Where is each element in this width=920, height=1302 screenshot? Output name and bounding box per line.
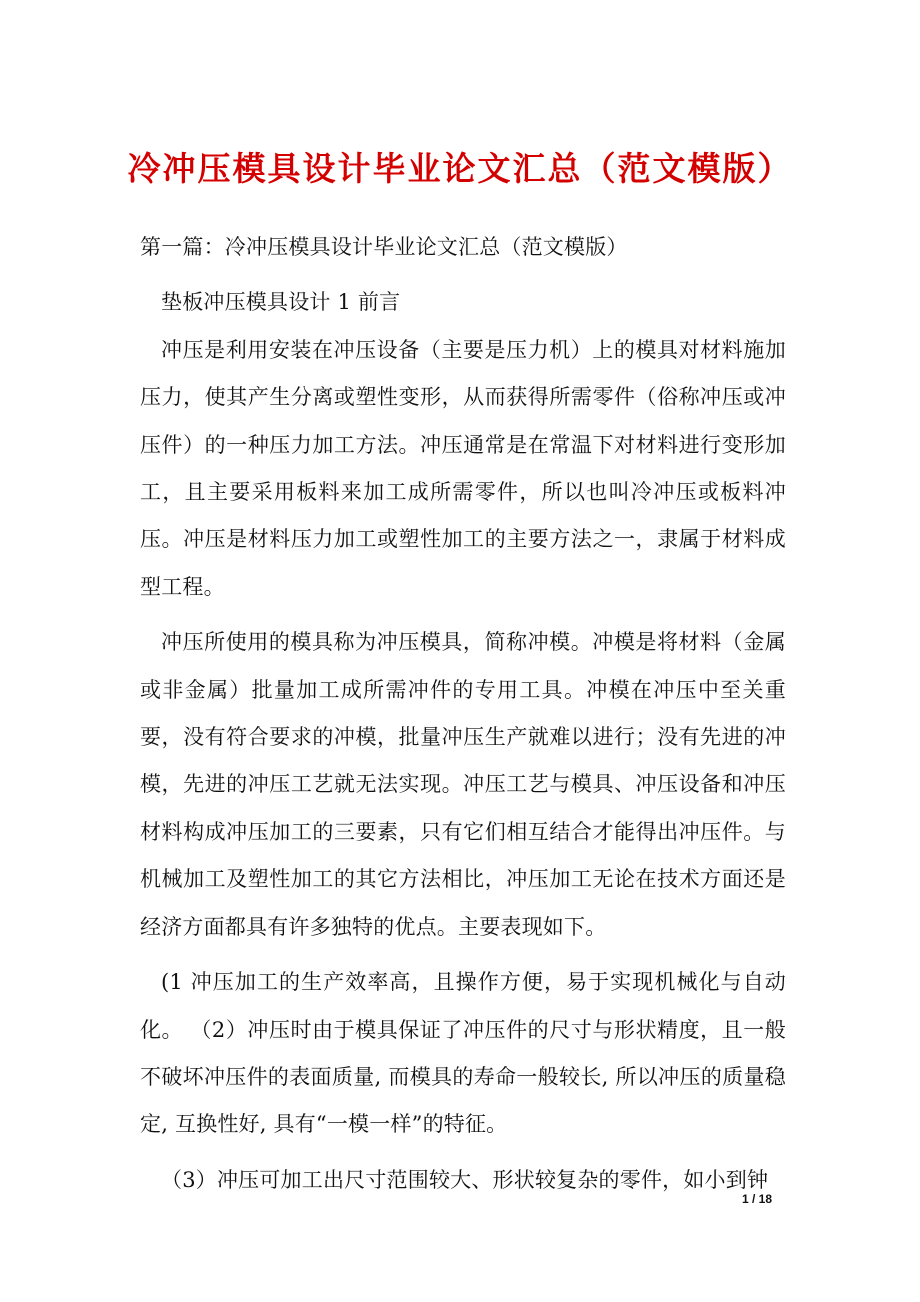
body-paragraph: (1 冲压加工的生产效率高，且操作方便，易于实现机械化与自动化。 （2）冲压时由于模具保证了冲压件的尺寸与形状精度，且一般不破坏冲压件的表面质量, 而模具的寿命一般较长, 所以冲压的质量稳定, 互换性好, 具有“一模一样”的特征。: [140, 970, 786, 1137]
body-paragraph: 冲压所使用的模具称为冲压模具，简称冲模。冲模是将材料（金属或非金属）批量加工成所需冲件的专用工具。冲模在冲压中至关重要，没有符合要求的冲模，批量冲压生产就难以进行；没有先进的冲模，先进的冲压工艺就无法实现。冲压工艺与模具、冲压设备和冲压材料构成冲压加工的三要素，只有它们相互结合才能得出冲压件。与机械加工及塑性加工的其它方法相比，冲压加工无论在技术方面还是经济方面都具有许多独特的优点。主要表现如下。: [140, 630, 786, 939]
subsection-heading: 垫板冲压模具设计 1 前言: [161, 290, 401, 315]
body-paragraph: 冲压是利用安装在冲压设备（主要是压力机）上的模具对材料施加压力，使其产生分离或塑性变形，从而获得所需零件（俗称冲压或冲压件）的一种压力加工方法。冲压通常是在常温下对材料进行变形加工，且主要采用板料来加工成所需零件，所以也叫冷冲压或板料冲压。冲压是材料压力加工或塑性加工的主要方法之一，隶属于材料成型工程。: [140, 337, 786, 599]
document-body: [140, 224, 786, 1204]
document-title: 冷冲压模具设计毕业论文汇总（范文模版）: [127, 149, 793, 188]
body-paragraph: （3）冲压可加工出尺寸范围较大、形状较复杂的零件，如小到钟: [161, 1167, 769, 1192]
page-number: 1 / 18: [742, 1192, 773, 1206]
section-heading: 第一篇：冷冲压模具设计毕业论文汇总（范文模版）: [140, 235, 628, 259]
